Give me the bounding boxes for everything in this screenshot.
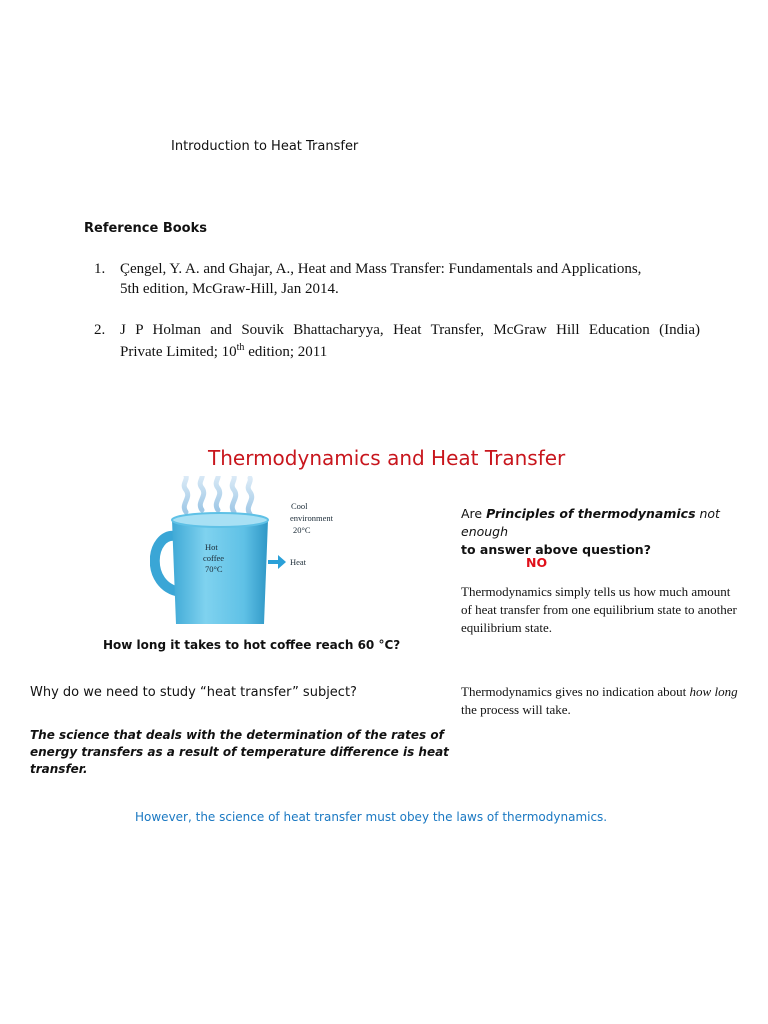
reference-item-2 (94, 320, 734, 360)
mug-label-temp: 70°C (205, 564, 223, 574)
heat-label: Heat (290, 557, 307, 567)
env-label-environment: environment (290, 513, 333, 523)
para-text: the process will take. (461, 702, 571, 717)
mug-top (172, 513, 268, 527)
reference-number: 2. (94, 322, 106, 338)
mug-label-coffee: coffee (203, 553, 225, 563)
however-statement: However, the science of heat transfer must obey the laws of thermodynamics. (135, 810, 608, 824)
question-text: to answer above question? (461, 542, 651, 557)
why-study-question: Why do we need to study “heat transfer” subject? (30, 685, 357, 700)
thermodynamics-question (461, 505, 761, 559)
env-label-cool: Cool (291, 501, 308, 511)
thermodynamics-paragraph-1: Thermodynamics simply tells us how much amount of heat transfer from one equilibrium state to another equilibrium state. (461, 584, 737, 635)
para-emphasis: how long (689, 684, 738, 699)
question-text: Are (461, 506, 487, 521)
heat-transfer-definition: The science that deals with the determination of the rates of energy transfers as a result of temperature difference is heat transfer. (30, 728, 449, 776)
heat-arrow-icon (268, 555, 286, 569)
thermodynamics-paragraph-2 (461, 683, 741, 719)
reference-line: 5th edition, McGraw-Hill, Jan 2014. (120, 281, 339, 297)
reference-books-heading: Reference Books (84, 221, 207, 236)
env-label-temp: 20°C (293, 525, 311, 535)
answer-no: NO (526, 555, 548, 570)
figure-caption: How long it takes to hot coffee reach 60 °C? (103, 638, 401, 652)
reference-line (120, 342, 327, 362)
question-italic: not enough (461, 506, 720, 539)
reference-number: 1. (94, 261, 106, 277)
reference-line: Çengel, Y. A. and Ghajar, A., Heat and Mass Transfer: Fundamentals and Applications, (120, 261, 642, 277)
superscript-th: th (236, 342, 245, 353)
para-text: Thermodynamics gives no indication about (461, 684, 690, 699)
question-emphasis: Principles of thermodynamics (486, 506, 696, 521)
reference-line: J P Holman and Souvik Bhattacharyya, Heat Transfer, McGraw Hill Education (India) (120, 322, 700, 338)
mug-label-hot: Hot (205, 542, 218, 552)
steam-wisps (184, 476, 252, 514)
reference-item-1 (94, 259, 734, 299)
section-title: Thermodynamics and Heat Transfer (208, 446, 566, 470)
reference-text: Private Limited; 10 (120, 344, 237, 360)
reference-text: edition; 2011 (244, 344, 328, 360)
coffee-mug-illustration (150, 476, 350, 626)
intro-title: Introduction to Heat Transfer (171, 139, 359, 154)
